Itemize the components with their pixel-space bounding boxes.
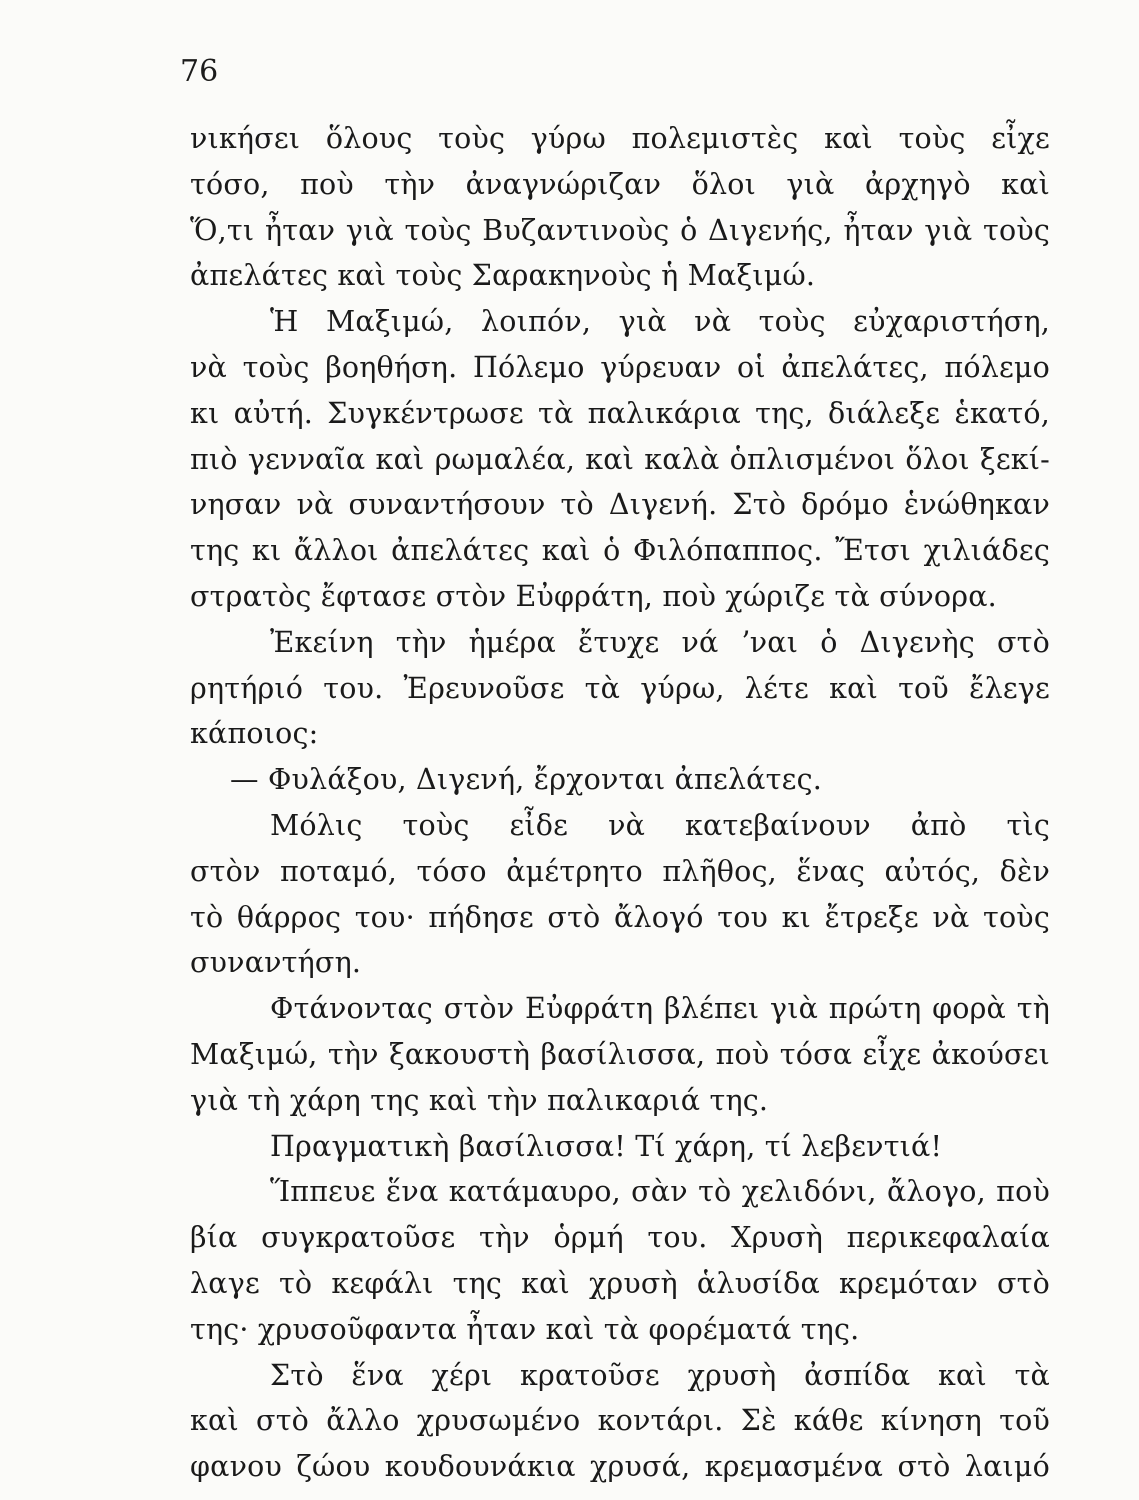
text-line: Ἵππευε ἕνα κατάμαυρο, σὰν τὸ χελιδόνι, ἄλογο, ποὺ bbox=[270, 1175, 1050, 1209]
text-line: Πραγματικὴ βασίλισσα! Τί χάρη, τί λεβεντιά! bbox=[270, 1129, 943, 1163]
text-line: Φτάνοντας στὸν Εὐφράτη βλέπει γιὰ πρώτη φορὰ τὴ bbox=[270, 992, 1050, 1026]
text-line: νικήσει ὅλους τοὺς γύρω πολεμιστὲς καὶ τοὺς εἶχε bbox=[190, 122, 1050, 155]
text-line: Στὸ ἕνα χέρι κρατοῦσε χρυσὴ ἀσπίδα καὶ τὰ bbox=[270, 1358, 1050, 1392]
text-line: Ἡ Μαξιμώ, λοιπόν, γιὰ νὰ τοὺς εὐχαριστήση, bbox=[270, 305, 1050, 339]
text-line: πιὸ γενναῖα καὶ ρωμαλέα, καὶ καλὰ ὁπλισμένοι ὅλοι ξεκί- bbox=[190, 442, 1050, 476]
page-number: 76 bbox=[180, 54, 219, 89]
text-line: βία συγκρατοῦσε τὴν ὁρμή του. Χρυσὴ περικεφαλαία bbox=[190, 1221, 1050, 1255]
text-line: ἀπελάτες καὶ τοὺς Σαρακηνοὺς ἡ Μαξιμώ. bbox=[190, 259, 816, 293]
text-line: φανου ζώου κουδουνάκια χρυσά, κρεμασμένα στὸ λαιμό bbox=[190, 1450, 1050, 1484]
dialogue-line: — Φυλάξου, Διγενή, ἔρχονται ἀπελάτες. bbox=[230, 763, 822, 797]
text-line: Μαξιμώ, τὴν ξακουστὴ βασίλισσα, ποὺ τόσα εἶχε ἀκούσει bbox=[190, 1037, 1050, 1071]
text-line: Ὅ,τι ἦταν γιὰ τοὺς Βυζαντινοὺς ὁ Διγενής, ἦταν γιὰ τοὺς bbox=[190, 213, 1050, 247]
body-text bbox=[190, 116, 1050, 1490]
text-line: κάποιος: bbox=[190, 717, 319, 751]
text-line: κι αὐτή. Συγκέντρωσε τὰ παλικάρια της, διάλεξε ἑκατό, bbox=[190, 396, 1050, 430]
text-line: τὸ θάρρος του· πήδησε στὸ ἄλογό του κι ἔτρεξε νὰ τοὺς bbox=[190, 900, 1050, 934]
text-line: καὶ στὸ ἄλλο χρυσωμένο κοντάρι. Σὲ κάθε κίνηση τοῦ bbox=[190, 1404, 1050, 1438]
text-line: της· χρυσοῦφαντα ἦταν καὶ τὰ φορέματά της. bbox=[190, 1312, 860, 1346]
text-line: Μόλις τοὺς εἶδε νὰ κατεβαίνουν ἀπὸ τὶς bbox=[270, 808, 1050, 842]
text-line: στρατὸς ἔφτασε στὸν Εὐφράτη, ποὺ χώριζε τὰ σύνορα. bbox=[190, 579, 997, 613]
text-line: Ἐκείνη τὴν ἡμέρα ἔτυχε νά ʼναι ὁ Διγενὴς στὸ bbox=[270, 625, 1050, 659]
text-line: στὸν ποταμό, τόσο ἀμέτρητο πλῆθος, ἕνας αὐτός, δὲν bbox=[190, 854, 1050, 888]
text-line: νησαν νὰ συναντήσουν τὸ Διγενή. Στὸ δρόμο ἑνώθηκαν bbox=[190, 488, 1050, 522]
text-line: συναντήση. bbox=[190, 946, 362, 980]
text-line: νὰ τοὺς βοηθήση. Πόλεμο γύρευαν οἱ ἀπελάτες, πόλεμο bbox=[190, 350, 1050, 384]
text-line: της κι ἄλλοι ἀπελάτες καὶ ὁ Φιλόπαππος. Ἔτσι χιλιάδες bbox=[190, 534, 1050, 568]
text-line: λαγε τὸ κεφάλι της καὶ χρυσὴ ἁλυσίδα κρεμόταν στὸ bbox=[190, 1266, 1050, 1300]
text-line: ρητήριό του. Ἐρευνοῦσε τὰ γύρω, λέτε καὶ τοῦ ἔλεγε bbox=[190, 671, 1050, 705]
text-line: γιὰ τὴ χάρη της καὶ τὴν παλικαριά της. bbox=[190, 1083, 769, 1117]
text-line: τόσο, ποὺ τὴν ἀναγνώριζαν ὅλοι γιὰ ἀρχηγὸ καὶ bbox=[190, 167, 1050, 201]
